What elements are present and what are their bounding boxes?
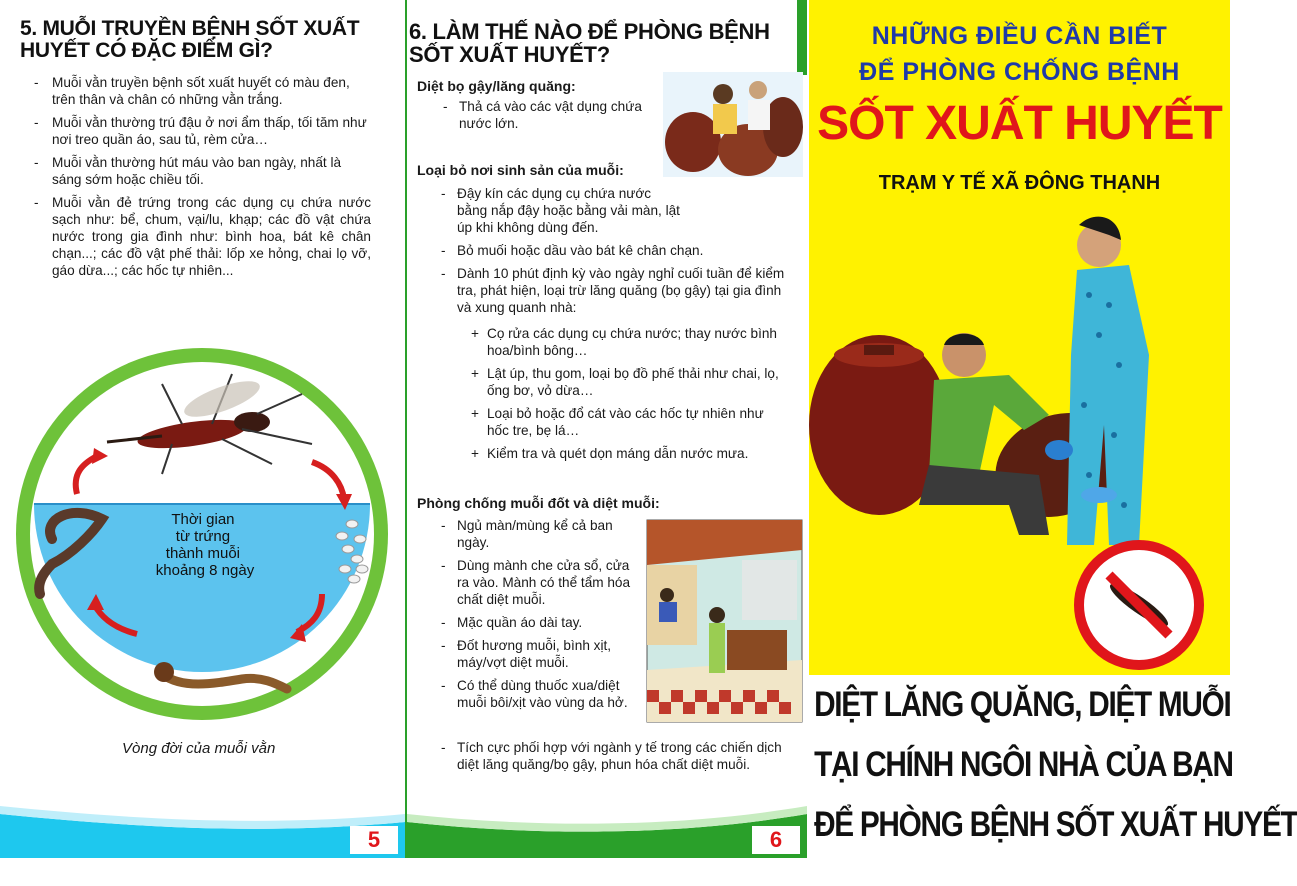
cover-slogan: [809, 675, 1297, 865]
bites-list-cont: [439, 739, 794, 779]
house-illustration: [647, 520, 802, 722]
cover-line-1: NHỮNG ĐIỀU CẦN BIẾT: [871, 22, 1168, 50]
slogan-line: TẠI CHÍNH NGÔI NHÀ CỦA BẠN: [814, 745, 1233, 784]
cover-panel: [809, 0, 1297, 858]
slogan-line: ĐỂ PHÒNG BỆNH SỐT XUẤT HUYẾT: [814, 805, 1297, 844]
list-item: - Ngủ màn/mùng kể cả ban ngày.: [439, 517, 644, 551]
list-item: - Đậy kín các dụng cụ chứa nước bằng nắp đậy hoặc bằng vải màn, lật úp khi không dùng đến.: [439, 185, 794, 236]
cycle-text: Thời gian từ trứng thành muỗi khoảng 8 ngày: [155, 511, 255, 579]
section-title-larvae: Diệt bọ gậy/lăng quăng:: [417, 78, 576, 94]
larvae-list: [441, 98, 661, 138]
wave-band: [407, 796, 807, 858]
list-item: - Đốt hương muỗi, bình xịt, máy/vợt diệt muỗi.: [439, 637, 644, 671]
list-item: - Muỗi vằn thường hút máu vào ban ngày, nhất là sáng sớm hoặc chiều tối.: [26, 154, 371, 188]
panel-page-6: [407, 0, 807, 858]
wave-band: [0, 796, 405, 858]
list-item: + Lật úp, thu gom, loại bọ đồ phế thải như chai, lọ, ống bơ, vỏ dừa…: [469, 365, 789, 399]
health-station-name: TRẠM Y TẾ XÃ ĐÔNG THẠNH: [878, 172, 1161, 194]
list-item: - Dùng mành che cửa sổ, cửa ra vào. Mành có thể tẩm hóa chất diệt muỗi.: [439, 557, 644, 608]
list-item: - Tích cực phối hợp với ngành y tế trong các chiến dịch diệt lăng quăng/bọ gậy, phun hóa chất diệt muỗi.: [439, 739, 794, 773]
mosquito-facts-list: [26, 74, 371, 285]
mosquito-lifecycle-illustration: [12, 344, 394, 728]
panel-page-5: [0, 0, 407, 858]
list-item: - Bỏ muối hoặc dầu vào bát kê chân chạn.: [439, 242, 794, 259]
list-item: - Thả cá vào các vật dụng chứa nước lớn.: [441, 98, 661, 132]
panel5-title: 5. MUỖI TRUYỀN BỆNH SỐT XUẤT HUYẾT CÓ ĐẶC ĐIỂM GÌ?: [20, 17, 360, 63]
list-item: + Cọ rửa các dụng cụ chứa nước; thay nước bình hoa/bình bông…: [469, 325, 789, 359]
no-mosquito-icon: [1079, 545, 1199, 665]
lifecycle-caption: Vòng đời của muỗi vằn: [122, 740, 276, 757]
cover-illustration: [809, 205, 1230, 675]
slogan-line: DIỆT LĂNG QUĂNG, DIỆT MUỖI: [814, 685, 1231, 724]
list-item: - Muỗi vằn thường trú đậu ở nơi ẩm thấp, tối tăm như nơi treo quần áo, sau tủ, rèm cửa…: [26, 114, 371, 148]
cover-line-2: ĐỂ PHÒNG CHỐNG BỆNH: [859, 58, 1180, 86]
bites-list: [439, 517, 644, 717]
list-item: - Mặc quần áo dài tay.: [439, 614, 644, 631]
fish-jar-illustration: [663, 72, 803, 177]
list-item: - Dành 10 phút định kỳ vào ngày nghỉ cuối tuần để kiểm tra, phát hiện, loại trừ lăng quăng (bọ gậy) tại gia đình và xung quanh nhà:: [439, 265, 794, 316]
panel6-title: 6. LÀM THẾ NÀO ĐỂ PHÒNG BỆNH SỐT XUẤT HUYẾT?: [409, 19, 770, 68]
section-title-breeding: Loại bỏ nơi sinh sản của muỗi:: [417, 162, 624, 178]
list-item: - Muỗi vằn truyền bệnh sốt xuất huyết có màu đen, trên thân và chân có những vằn trắng.: [26, 74, 371, 108]
breeding-sublist: [469, 325, 789, 468]
page-number: 6: [752, 826, 800, 854]
list-item: - Muỗi vằn đẻ trứng trong các dụng cụ chứa nước sạch như: bể, chum, vại/lu, khạp; các đồ vật chứa nước trong gia đình như: bình hoa, bát kê chân chạn...; các đồ vật phế thải: lốp xe hỏng, chai lọ vỡ, gáo dừa...; các hốc tự nhiên...: [26, 194, 371, 279]
section-title-bites: Phòng chống muỗi đốt và diệt muỗi:: [417, 495, 660, 511]
list-item: - Có thể dùng thuốc xua/diệt muỗi bôi/xịt vào vùng da hở.: [439, 677, 644, 711]
list-item: + Loại bỏ hoặc đổ cát vào các hốc tự nhiên như hốc tre, bẹ lá…: [469, 405, 789, 439]
list-item: + Kiểm tra và quét dọn máng dẫn nước mưa.: [469, 445, 789, 462]
page-number: 5: [350, 826, 398, 854]
cover-disease-title: SỐT XUẤT HUYẾT: [817, 97, 1222, 150]
breeding-list: [439, 185, 794, 322]
